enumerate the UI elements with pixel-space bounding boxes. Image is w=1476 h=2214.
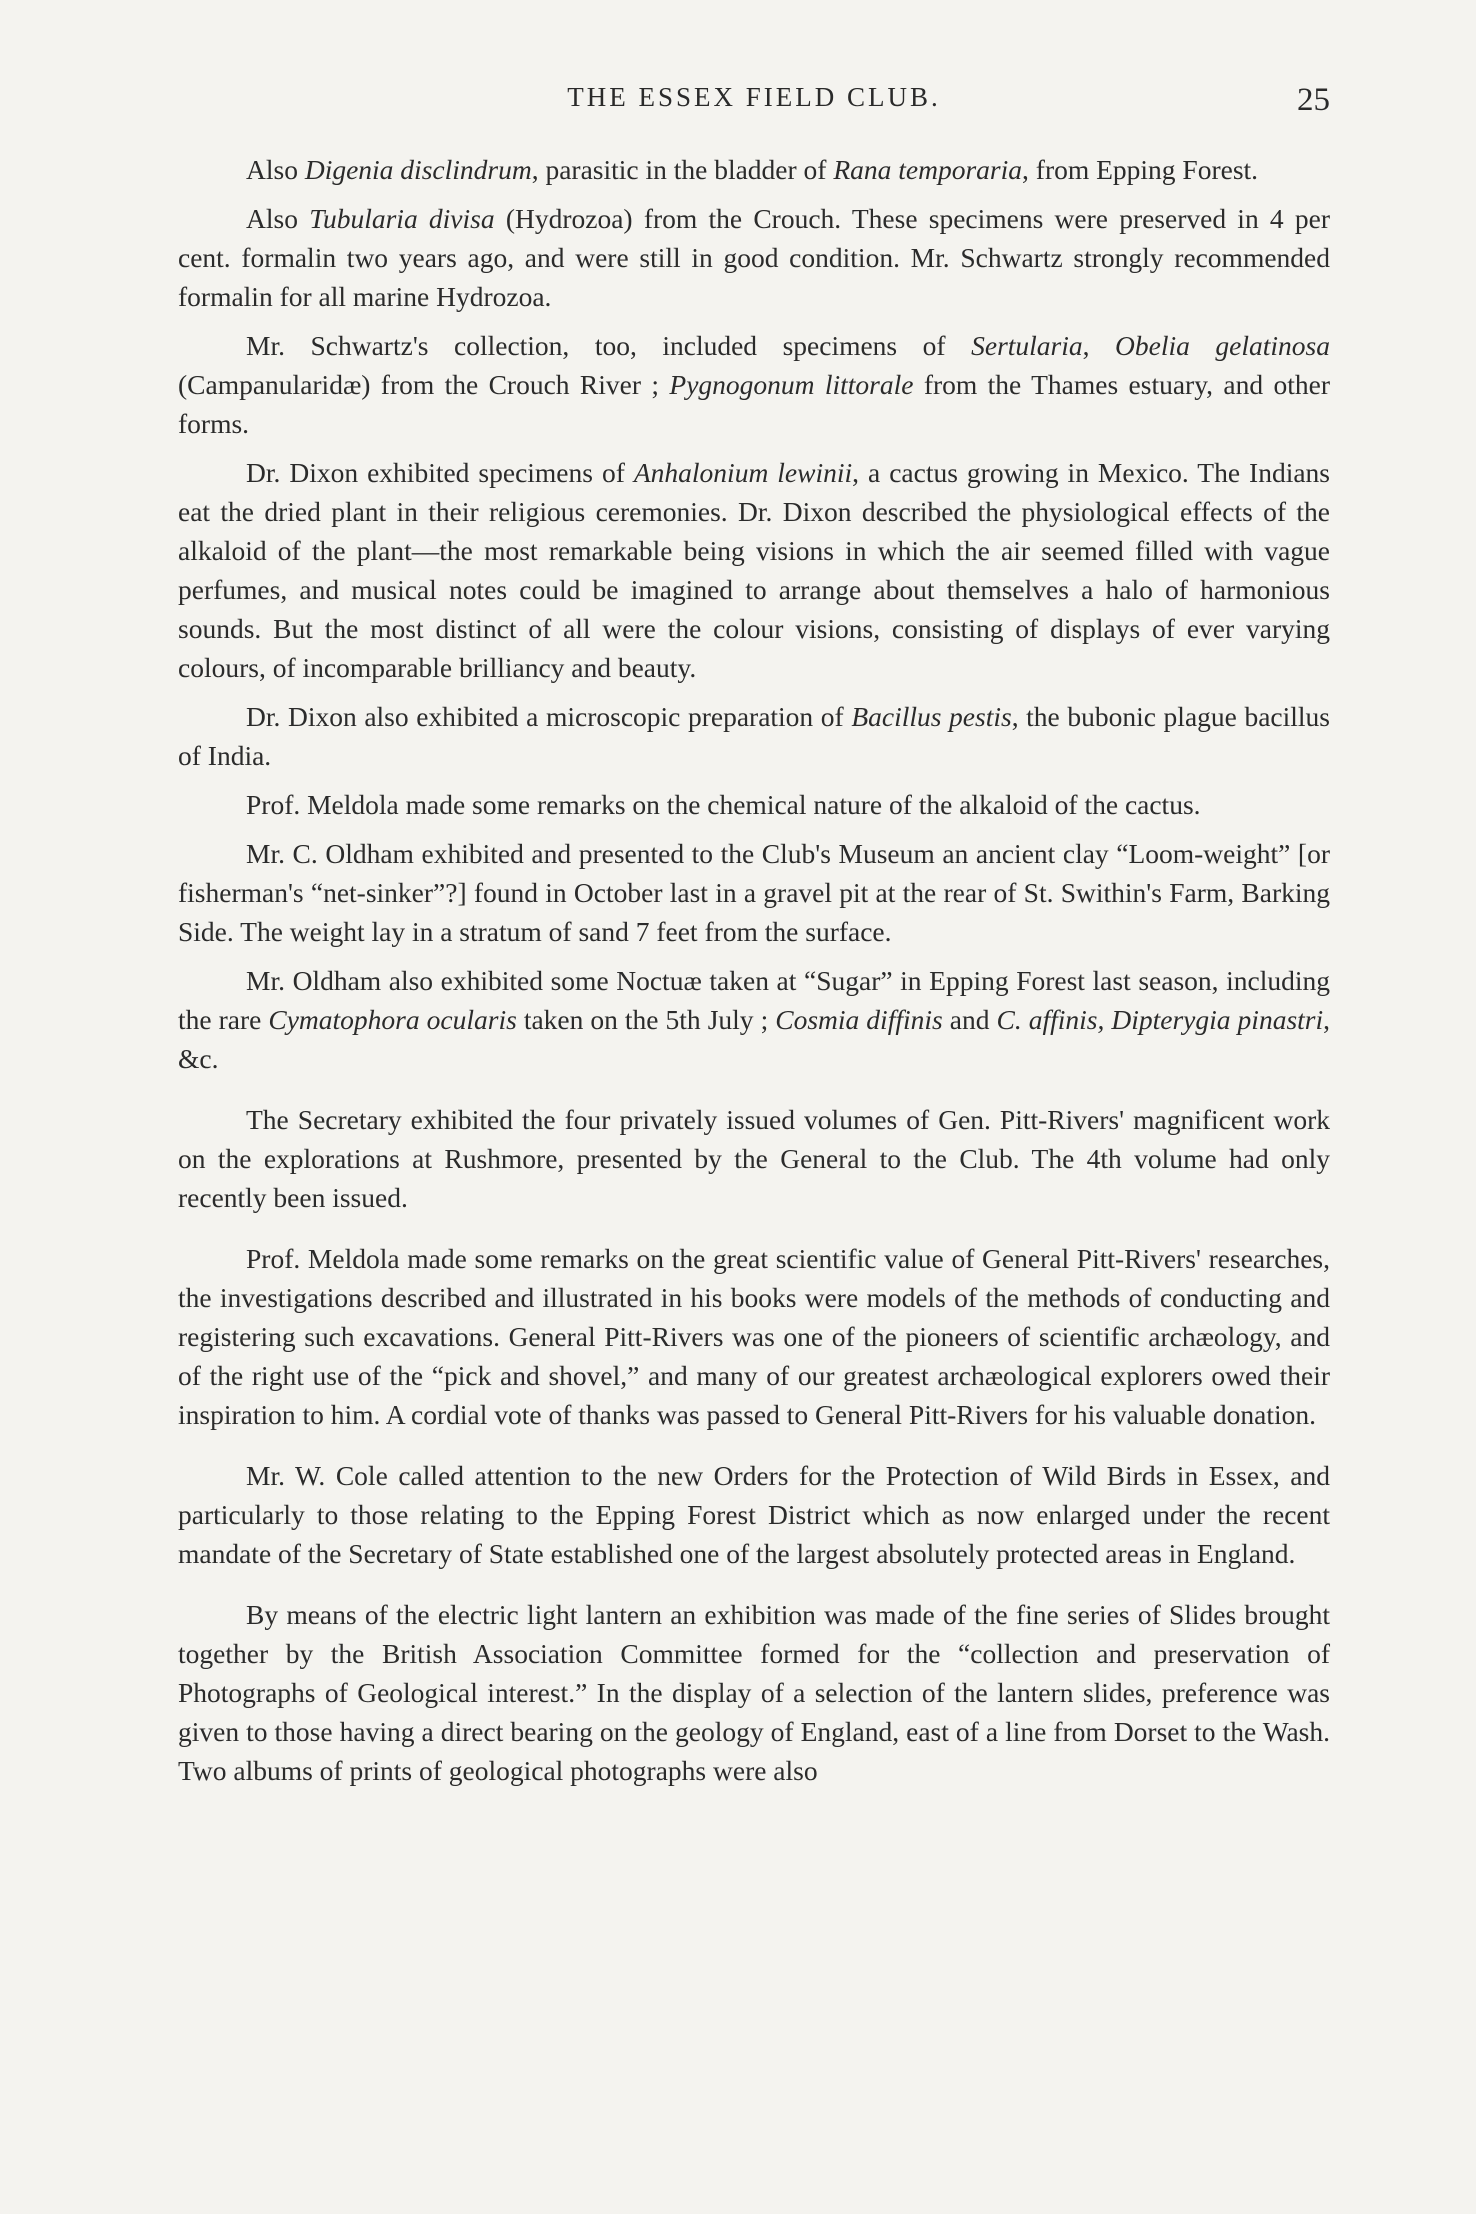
text-run: The Secretary exhibited the four privately issued volumes of Gen. Pitt-Rivers' magnificent work on the explorations at Rushmore, presented by the General to the Club. The 4th volume had only recently been issued. bbox=[178, 1104, 1330, 1213]
text-run: , bbox=[1082, 330, 1116, 361]
paragraph bbox=[178, 1100, 1330, 1217]
paragraph bbox=[178, 199, 1330, 316]
body-text bbox=[178, 150, 1330, 1800]
running-title: THE ESSEX FIELD CLUB. bbox=[567, 82, 941, 112]
running-header bbox=[178, 82, 1330, 132]
italic-text-run: Bacillus pestis bbox=[851, 701, 1012, 732]
italic-text-run: Pygnogonum littorale bbox=[669, 369, 914, 400]
text-run: , a cactus growing in Mexico. The Indians eat the dried plant in their religious ceremonies. Dr. Dixon described the physiological effects of the alkaloid of the plant—the most remarkable being visions in which the air seemed filled with vague perfumes, and musical notes could be imagined to arrange about themselves a halo of harmonious sounds. But the most distinct of all were the colour visions, consisting of displays of ever varying colours, of incomparable brilliancy and beauty. bbox=[178, 457, 1330, 683]
paragraph bbox=[178, 326, 1330, 443]
paragraph bbox=[178, 697, 1330, 775]
text-run: from the Thames estuary, and other forms. bbox=[178, 369, 1330, 439]
paragraph bbox=[178, 1239, 1330, 1434]
text-run: Also bbox=[246, 154, 305, 185]
paragraph bbox=[178, 1456, 1330, 1573]
italic-text-run: Rana temporaria bbox=[833, 154, 1023, 185]
paragraph bbox=[178, 453, 1330, 687]
text-run: , from Epping Forest. bbox=[1022, 154, 1259, 185]
italic-text-run: Cosmia diffinis bbox=[775, 1004, 943, 1035]
page-number: 25 bbox=[1297, 82, 1330, 118]
italic-text-run: Tubularia divisa bbox=[309, 203, 495, 234]
italic-text-run: C. affinis, Dipterygia pinastri bbox=[996, 1004, 1324, 1035]
text-run: Also bbox=[246, 203, 310, 234]
text-run: , &c. bbox=[178, 1004, 1331, 1074]
paragraph bbox=[178, 150, 1330, 189]
italic-text-run: Digenia disclindrum bbox=[304, 154, 532, 185]
text-run: Prof. Meldola made some remarks on the chemical nature of the alkaloid of the cactus. bbox=[246, 789, 1201, 820]
paragraph bbox=[178, 785, 1330, 824]
text-run: , the bubonic plague bacillus of India. bbox=[178, 701, 1331, 771]
paragraph bbox=[178, 961, 1330, 1078]
italic-text-run: Sertularia bbox=[971, 330, 1083, 361]
text-run: By means of the electric light lantern an exhibition was made of the fine series of Slides brought together by the British Association Committee formed for the “collection and preservation of Photographs of Geological interest.” In the display of a selection of the lantern slides, preference was given to those having a direct bearing on the geology of England, east of a line from Dorset to the Wash. Two albums of prints of geological photographs were also bbox=[178, 1599, 1330, 1786]
text-run: Mr. W. Cole called attention to the new Orders for the Protection of Wild Birds in Essex, and particularly to those relating to the Epping Forest District which as now enlarged under the recent mandate of the Secretary of State established one of the largest absolutely protected areas in England. bbox=[178, 1460, 1330, 1569]
text-run: Dr. Dixon also exhibited a microscopic preparation of bbox=[246, 701, 852, 732]
text-run: , parasitic in the bladder of bbox=[531, 154, 834, 185]
text-run: Prof. Meldola made some remarks on the great scientific value of General Pitt-Rivers' researches, the investigations described and illustrated in his books were models of the methods of conducting and registering such excavations. General Pitt-Rivers was one of the pioneers of scientific archæology, and of the right use of the “pick and shovel,” and many of our greatest archæological explorers owed their inspiration to him. A cordial vote of thanks was passed to General Pitt-Rivers for his valuable donation. bbox=[178, 1243, 1330, 1430]
text-run: Mr. C. Oldham exhibited and presented to the Club's Museum an ancient clay “Loom-weight” [or fisherman's “net-sinker”?] found in October last in a gravel pit at the rear of St. Swithin's Farm, Barking Side. The weight lay in a stratum of sand 7 feet from the surface. bbox=[178, 838, 1330, 947]
paragraph bbox=[178, 834, 1330, 951]
italic-text-run: Anhalonium lewinii bbox=[633, 457, 853, 488]
text-run: and bbox=[942, 1004, 997, 1035]
text-run: Dr. Dixon exhibited specimens of bbox=[246, 457, 634, 488]
text-run: Mr. Schwartz's collection, too, included specimens of bbox=[246, 330, 972, 361]
text-run: taken on the 5th July ; bbox=[516, 1004, 776, 1035]
text-run: (Hydrozoa) from the Crouch. These specimens were preserved in 4 per cent. formalin two years ago, and were still in good condition. Mr. Schwartz strongly recommended formalin for all marine Hydrozoa. bbox=[178, 203, 1331, 312]
italic-text-run: Obelia gelatinosa bbox=[1115, 330, 1330, 361]
paragraph bbox=[178, 1595, 1330, 1790]
text-run: (Campanularidæ) from the Crouch River ; bbox=[178, 369, 670, 400]
italic-text-run: Cymatophora ocularis bbox=[268, 1004, 517, 1035]
text-run: Mr. Oldham also exhibited some Noctuæ taken at “Sugar” in Epping Forest last season, including the rare bbox=[178, 965, 1330, 1035]
